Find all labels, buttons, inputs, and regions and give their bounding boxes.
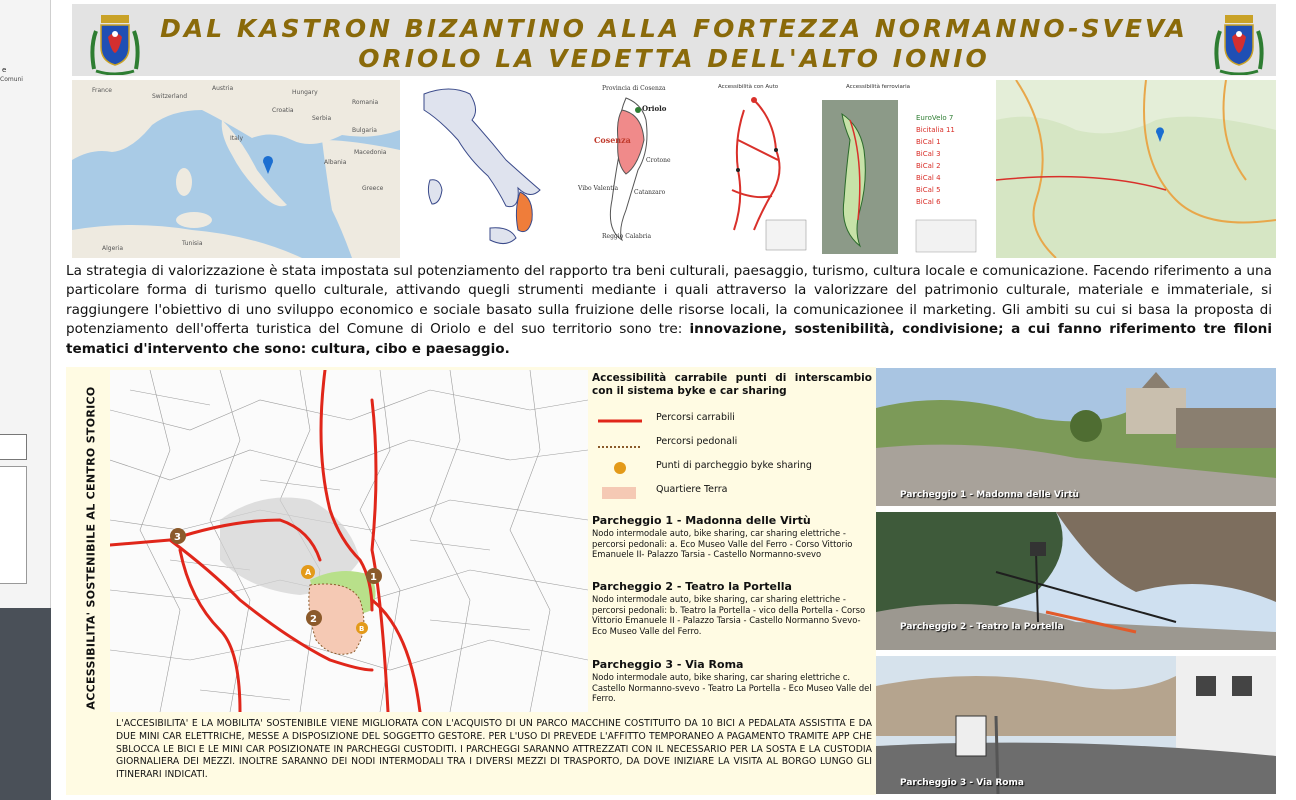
map-label: Bulgaria — [352, 127, 377, 134]
parking-dot-icon — [596, 461, 644, 475]
quarter-swatch-icon — [596, 485, 644, 499]
cadastral-map — [110, 370, 588, 712]
svg-text:A: A — [305, 568, 312, 577]
map-terrain-oriolo — [996, 80, 1276, 258]
map-label: Catanzaro — [634, 189, 666, 196]
map-calabria-province — [576, 80, 686, 258]
vertical-label-text: ACCESSIBILITA' SOSTENIBILE AL CENTRO STORICO — [84, 386, 98, 710]
map-label: Cosenza — [594, 135, 631, 145]
photo-caption-2: Parcheggio 2 - Teatro la Portella — [900, 622, 1064, 632]
intro-text: La strategia di valorizzazione è stata impostata sul potenziamento del rapporto tra beni culturali, paesaggio, turismo, cultura locale e comunicazione. Facendo riferimento a una particolare forma di turismo quello culturale, attivando quegli strumenti mediante i quali attraverso la valorizzare del patrimonio culturale, materiale e immateriale, si raggiungere l'obiettivo di uno sviluppo economico e sociale basato sulla fruizione delle risorse locali, la comunicazionee il marketing. Gli ambiti su cui si basa la proposta di potenziamento dell'offerta turistica del Comune di Oriolo e del suo territorio sono tre: — [66, 263, 1272, 338]
legend-heading: Accessibilità carrabile punti di interscambio con il sistema byke e car sharing — [592, 372, 872, 397]
map-legend — [592, 372, 872, 712]
map-label: Tunisia — [182, 240, 203, 247]
map-label: Vibo Valentia — [578, 185, 619, 192]
map-europe — [72, 80, 400, 258]
map-road-access — [714, 80, 812, 258]
svg-text:B: B — [359, 625, 365, 633]
legend-item-pedestrian — [596, 436, 738, 454]
mobility-description: L'ACCESIBILITA' E LA MOBILITA' SOSTENIBILE VIENE MIGLIORATA CON L'ACQUISTO DI UN PARCO MACCHINE COSTITUITO DA 10 BICI A PEDALATA ASSISTITA E DA DUE MINI CAR ELETTRICHE, MESSE A DISPOSIZIONE DEL SOGGETTO GESTORE. PER L'USO DI PREVEDE L'AFFITTO TEMPORANEO A PAGAMENTO TRAMITE APP CHE SBLOCCA LE BICI E LE MINI CAR POSIZIONATE IN PARCHEGGI CUSTODITI. I PARCHEGGI SARANNO ATTREZZATI CON IL NECESSARIO PER LA SOSTA E LA CUSTODIA GIORNALIERA DEI MEZZI. INOLTRE SARANNO DEI NODI INTERMODALI TRA I DIVERSI MEZZI DI TRASPORTO, DA DOVE INIZIARE LA VISITA AL BORGO LUNGO GLI ITINERARI INDICATI. — [116, 718, 872, 781]
map-label: Austria — [212, 85, 234, 92]
map-label: Switzerland — [152, 93, 187, 100]
map-marker-b[interactable] — [356, 622, 368, 634]
svg-text:1: 1 — [370, 572, 377, 583]
map-label: Macedonia — [354, 149, 387, 156]
map-label: Reggio Calabria — [602, 233, 652, 240]
map-label: Croatia — [272, 107, 294, 114]
poster-title — [152, 14, 1196, 74]
photo-caption-3: Parcheggio 3 - Via Roma — [900, 778, 1024, 788]
legend-item-quarter — [596, 484, 728, 502]
parking-3-info — [592, 658, 872, 704]
map-label: Greece — [362, 185, 384, 192]
map-label: Accessibilità ferroviaria — [846, 84, 911, 90]
title-line-1: DAL KASTRON BIZANTINO ALLA FORTEZZA NORMANNO-SVEVA — [160, 14, 1188, 43]
intro-bold-text: innovazione, sostenibilità, condivisione; a cui fanno riferimento tre filoni tematici d'intervento che sono: cultura, cibo e paesaggio. — [66, 321, 1272, 357]
title-line-2: ORIOLO LA VEDETTA DELL'ALTO IONIO — [358, 44, 990, 73]
photo-parking-2 — [876, 512, 1276, 650]
map-label: Romania — [352, 99, 379, 106]
legend-label: Quartiere Terra — [656, 484, 728, 495]
parking-1-title: Parcheggio 1 - Madonna delle Virtù — [592, 514, 811, 527]
parking-1-info — [592, 514, 872, 560]
map-label: Italy — [230, 135, 244, 142]
poster — [66, 0, 1296, 800]
svg-text:BiCal 2: BiCal 2 — [916, 162, 941, 170]
parking-2-desc: Nodo intermodale auto, bike sharing, car sharing elettriche - percorsi pedonali: b. Teatro la Portella - vico della Portella - Corso Vittorio Emanuele II - Palazzo Tarsia - Castello Normanno Svevo- Eco Museo Valle del Ferro. — [592, 594, 866, 636]
svg-text:BiCal 4: BiCal 4 — [916, 174, 941, 182]
svg-text:BiCal 5: BiCal 5 — [916, 186, 941, 194]
map-label: France — [92, 87, 112, 94]
vertical-section-label — [76, 368, 106, 728]
svg-text:EuroVelo 7: EuroVelo 7 — [916, 114, 954, 122]
sidebar-label: e — [2, 66, 7, 74]
map-rail-network — [820, 80, 998, 258]
svg-text:BiCal 3: BiCal 3 — [916, 150, 941, 158]
red-line-icon — [596, 415, 644, 427]
map-label: Algeria — [102, 245, 124, 252]
legend-label: Percorsi pedonali — [656, 436, 738, 447]
map-label: Accessibilità con Auto — [718, 84, 779, 90]
sidebar-input[interactable] — [0, 434, 27, 460]
svg-text:BiCal 6: BiCal 6 — [916, 198, 941, 206]
map-italy-regions — [410, 80, 550, 258]
sidebar-panel[interactable] — [0, 466, 27, 584]
legend-item-routes — [596, 412, 735, 430]
sidebar-label-comuni[interactable]: Comuni — [0, 76, 23, 83]
svg-text:Bicitalia 11: Bicitalia 11 — [916, 126, 955, 134]
parking-2-title: Parcheggio 2 - Teatro la Portella — [592, 580, 792, 593]
parking-3-title: Parcheggio 3 - Via Roma — [592, 658, 744, 671]
map-label: Serbia — [312, 115, 332, 122]
photo-parking-1 — [876, 368, 1276, 506]
svg-text:2: 2 — [310, 614, 317, 625]
map-marker-2[interactable] — [306, 610, 322, 626]
legend-label: Percorsi carrabili — [656, 412, 735, 423]
map-label: Oriolo — [642, 104, 667, 113]
legend-item-parking — [596, 460, 812, 478]
coat-of-arms-icon — [86, 7, 144, 75]
legend-label: Punti di parcheggio byke sharing — [656, 460, 812, 471]
parking-1-desc: Nodo intermodale auto, bike sharing, car sharing elettriche - percorsi pedonali: a. Eco Museo Valle del Ferro - Corso Vittorio Emanuele II- Palazzo Tarsia - Castello Normanno-svevo — [592, 528, 853, 560]
map-marker-1[interactable] — [366, 568, 382, 584]
map-marker-a[interactable] — [301, 565, 315, 579]
map-label: Crotone — [646, 157, 671, 164]
sidebar-dark-panel — [0, 608, 51, 800]
svg-text:BiCal 1: BiCal 1 — [916, 138, 941, 146]
coat-of-arms-icon — [1210, 7, 1268, 75]
dotted-line-icon — [596, 439, 644, 451]
intro-paragraph — [66, 262, 1272, 359]
map-marker-3[interactable] — [170, 528, 186, 544]
map-label: Provincia di Cosenza — [602, 85, 666, 92]
svg-text:3: 3 — [174, 532, 181, 543]
parking-2-info — [592, 580, 872, 636]
photo-caption-1: Parcheggio 1 - Madonna delle Virtù — [900, 490, 1079, 500]
map-label: Albania — [324, 159, 347, 166]
viewer-sidebar — [0, 0, 51, 800]
map-label: Hungary — [292, 89, 318, 96]
photo-parking-3 — [876, 656, 1276, 794]
parking-3-desc: Nodo intermodale auto, bike sharing, car sharing elettriche c. Castello Normanno-svevo - Teatro La Portella - Eco Museo Valle del Ferro. — [592, 672, 872, 704]
poster-header — [72, 4, 1276, 76]
